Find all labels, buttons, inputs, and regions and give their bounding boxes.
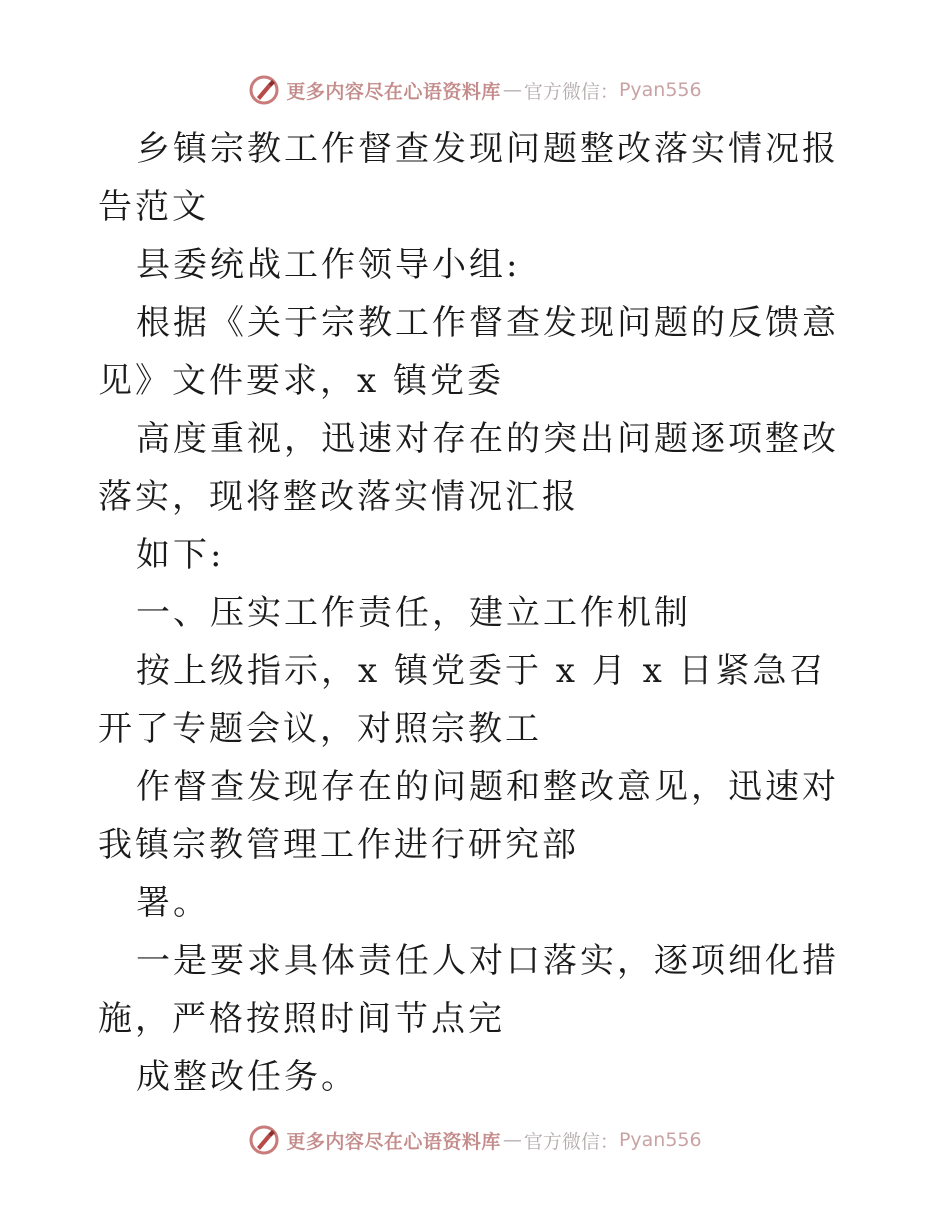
- pen-logo-icon: [248, 1124, 280, 1156]
- watermark-brand: 更多内容尽在心语资料库: [286, 1130, 501, 1153]
- watermark-brand: 更多内容尽在心语资料库: [286, 80, 501, 103]
- watermark-wechat-id: Pyan556: [618, 79, 702, 101]
- watermark-separator: —: [502, 1129, 522, 1151]
- paragraph: 一是要求具体责任人对口落实，逐项细化措施，严格按照时间节点完: [98, 941, 839, 1039]
- section-heading: 一、压实工作责任，建立工作机制: [136, 593, 691, 633]
- document-body: [98, 120, 858, 1106]
- salutation: 县委统战工作领导小组:: [136, 245, 521, 285]
- paragraph: 根据《关于宗教工作督查发现问题的反馈意见》文件要求，x 镇党委: [98, 303, 839, 401]
- pen-logo-icon: [248, 74, 280, 106]
- paragraph: 成整改任务。: [136, 1057, 358, 1097]
- watermark-wechat-label: 官方微信：: [523, 80, 619, 103]
- paragraph: 作督查发现存在的问题和整改意见，迅速对我镇宗教管理工作进行研究部: [98, 767, 839, 865]
- paragraph: 按上级指示，x 镇党委于 x 月 x 日紧急召开了专题会议，对照宗教工: [98, 651, 827, 749]
- watermark-separator: —: [502, 79, 522, 101]
- paragraph: 署。: [136, 883, 210, 923]
- document-title: 乡镇宗教工作督查发现问题整改落实情况报告范文: [98, 129, 839, 227]
- watermark-footer: [0, 1120, 950, 1160]
- watermark-header: [0, 70, 950, 110]
- paragraph: 高度重视，迅速对存在的突出问题逐项整改落实，现将整改落实情况汇报: [98, 419, 839, 517]
- watermark-wechat-id: Pyan556: [618, 1129, 702, 1151]
- watermark-wechat-label: 官方微信：: [523, 1130, 619, 1153]
- paragraph: 如下:: [136, 535, 225, 575]
